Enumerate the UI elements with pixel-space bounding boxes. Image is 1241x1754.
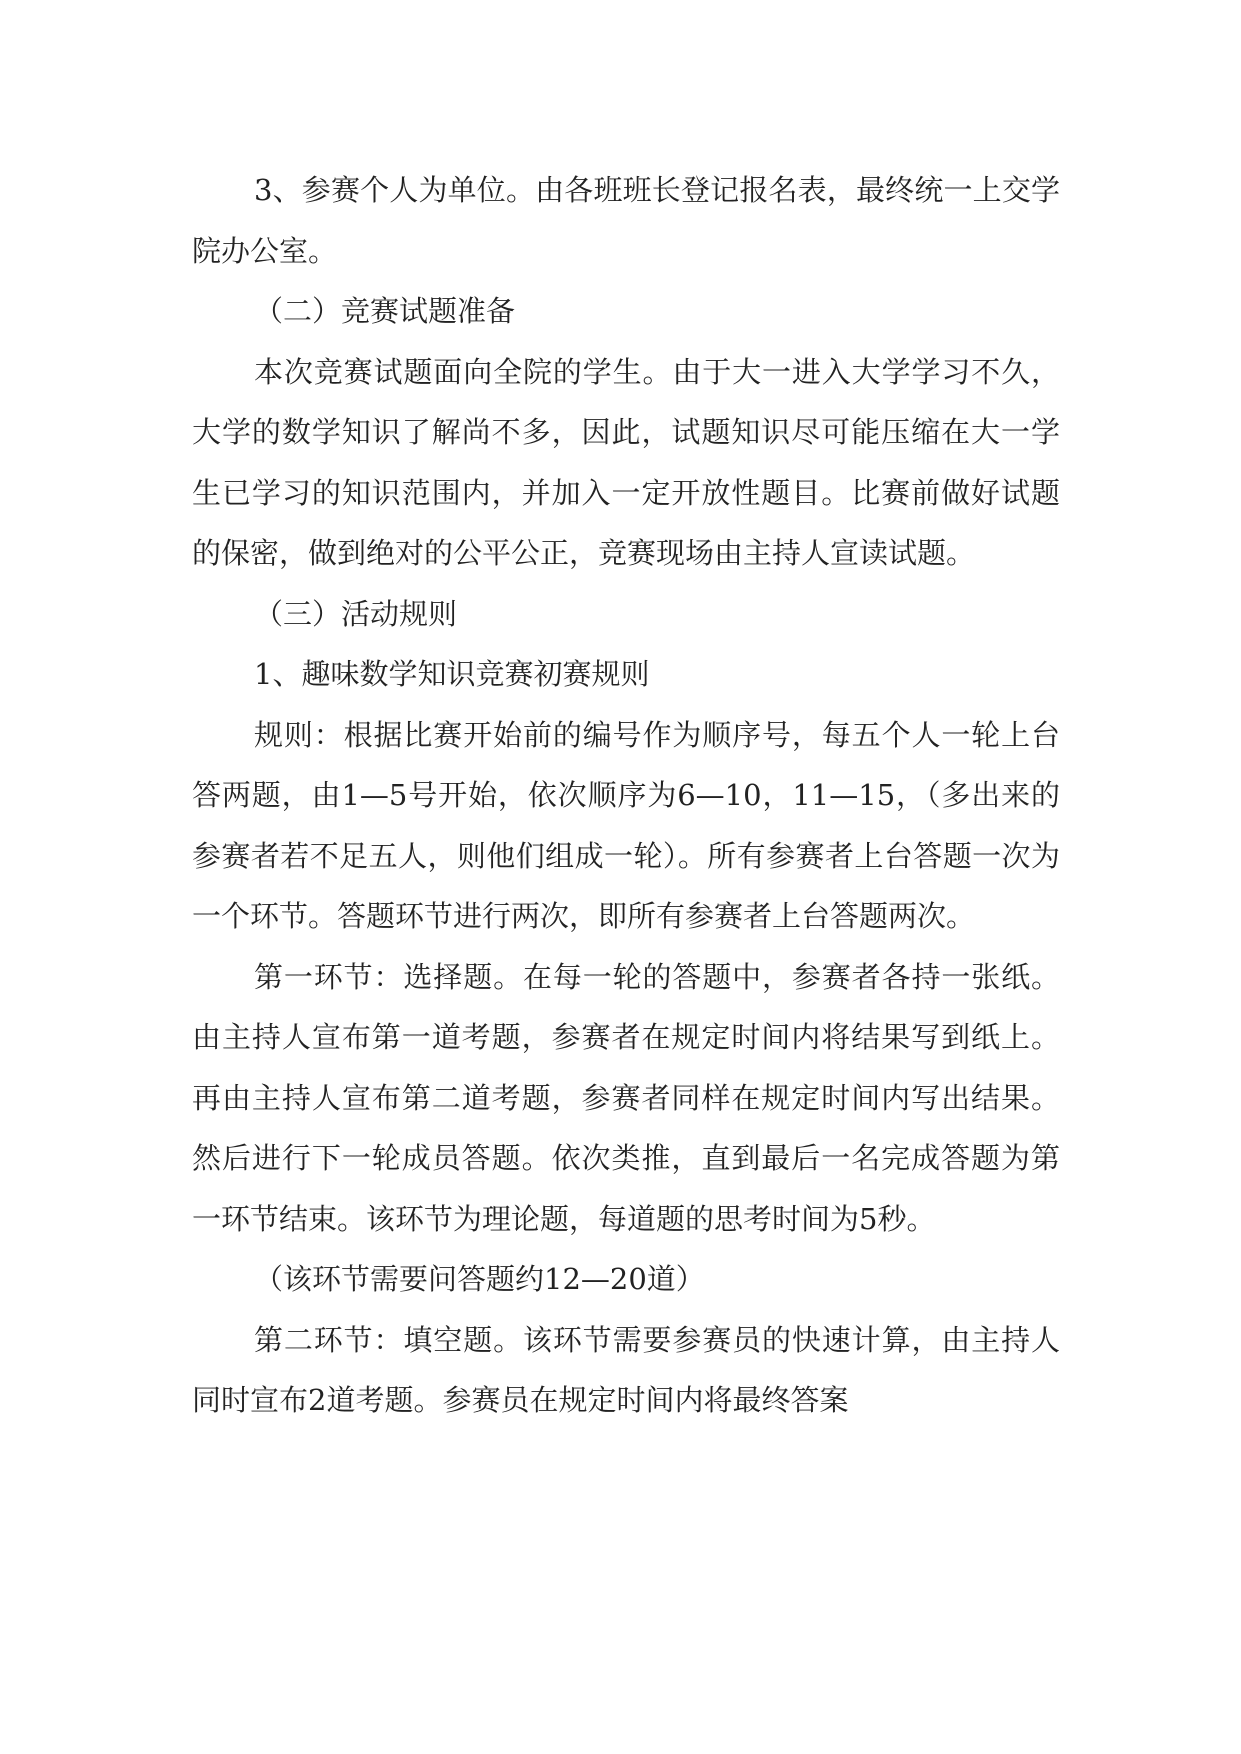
section-heading-question-preparation: （二）竞赛试题准备: [254, 294, 516, 328]
paragraph-question-preparation: 本次竞赛试题面向全院的学生。由于大一进入大学学习不久，大学的数学知识了解尚不多，因此，试题知识尽可能压缩在大一学生已学习的知识范围内，并加入一定开放性题目。比赛前做好试题的保密，做到绝对的公平公正，竞赛现场由主持人宣读试题。: [192, 354, 1060, 570]
paragraph-rules: 规则：根据比赛开始前的编号作为顺序号，每五个人一轮上台答两题，由1—5号开始，依次顺序为6—10，11—15，（多出来的参赛者若不足五人，则他们组成一轮）。所有参赛者上台答题一次为一个环节。答题环节进行两次，即所有参赛者上台答题两次。: [192, 717, 1060, 933]
section-heading-activity-rules: （三）活动规则: [254, 596, 458, 631]
subheading-preliminary-rules: 1、趣味数学知识竞赛初赛规则: [254, 657, 650, 691]
note-question-count: （该环节需要问答题约12—20道）: [254, 1262, 705, 1296]
paragraph-registration: 3、参赛个人为单位。由各班班长登记报名表，最终统一上交学院办公室。: [192, 173, 1060, 268]
paragraph-round-one: 第一环节：选择题。在每一轮的答题中，参赛者各持一张纸。由主持人宣布第一道考题，参赛者在规定时间内将结果写到纸上。再由主持人宣布第二道考题，参赛者同样在规定时间内写出结果。然后进行下一轮成员答题。依次类推，直到最后一名完成答题为第一环节结束。该环节为理论题，每道题的思考时间为5秒。: [192, 959, 1060, 1236]
paragraph-round-two: 第二环节：填空题。该环节需要参赛员的快速计算，由主持人同时宣布2道考题。参赛员在规定时间内将最终答案: [192, 1322, 1060, 1417]
document-body: [192, 160, 1060, 1431]
